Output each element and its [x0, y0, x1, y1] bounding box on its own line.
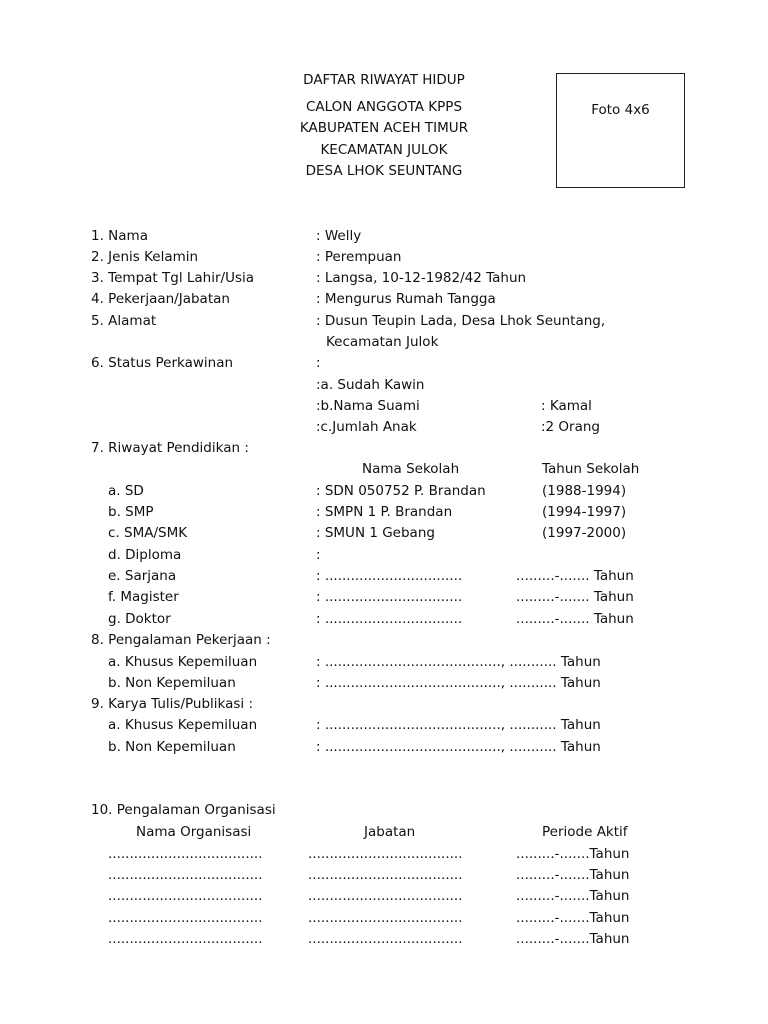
publication-value: : ........................................., ........... Tahun: [316, 717, 601, 733]
organization-col-name: Nama Organisasi: [136, 824, 252, 840]
publication-value: : ........................................., ........... Tahun: [316, 739, 601, 755]
education-year: .........-....... Tahun: [516, 589, 634, 605]
subtitle-village: DESA LHOK SEUNTANG: [305, 163, 463, 179]
subtitle-district: KECAMATAN JULOK: [320, 142, 448, 158]
field-label-occupation: 4. Pekerjaan/Jabatan: [91, 291, 230, 307]
organization-name: ....................................: [108, 931, 263, 947]
education-level: f. Magister: [108, 589, 179, 605]
field-value-occupation: : Mengurus Rumah Tangga: [316, 291, 496, 307]
subtitle-regency: KABUPATEN ACEH TIMUR: [299, 120, 469, 136]
education-school: : SMUN 1 Gebang: [316, 525, 435, 541]
organization-position: ....................................: [308, 867, 463, 883]
publication-label: b. Non Kepemiluan: [108, 739, 236, 755]
education-col-year: Tahun Sekolah: [542, 461, 640, 477]
work-value: : ........................................., ........... Tahun: [316, 654, 601, 670]
organization-col-period: Periode Aktif: [542, 824, 628, 840]
education-school: : SDN 050752 P. Brandan: [316, 483, 486, 499]
photo-box: [556, 73, 685, 188]
field-label-gender: 2. Jenis Kelamin: [91, 249, 199, 265]
publication-label: a. Khusus Kepemiluan: [108, 717, 258, 733]
organization-period: .........-.......Tahun: [516, 910, 630, 926]
education-level: e. Sarjana: [108, 568, 177, 584]
field-value-name: : Welly: [316, 228, 362, 244]
education-level: a. SD: [108, 483, 144, 499]
field-value-marital: :: [316, 355, 321, 371]
organization-name: ....................................: [108, 910, 263, 926]
education-school: :: [316, 547, 321, 563]
work-label: b. Non Kepemiluan: [108, 675, 236, 691]
education-level: d. Diploma: [108, 547, 182, 563]
spouse-label: :b.Nama Suami: [316, 398, 420, 414]
field-label-address: 5. Alamat: [91, 313, 157, 329]
organization-position: ....................................: [308, 931, 463, 947]
photo-label: Foto 4x6: [591, 102, 650, 118]
education-year: (1997-2000): [542, 525, 627, 541]
education-level: g. Doktor: [108, 611, 171, 627]
organization-name: ....................................: [108, 846, 263, 862]
work-value: : ........................................., ........... Tahun: [316, 675, 601, 691]
organization-name: ....................................: [108, 867, 263, 883]
organization-period: .........-.......Tahun: [516, 888, 630, 904]
education-year: (1988-1994): [542, 483, 627, 499]
field-label-birth: 3. Tempat Tgl Lahir/Usia: [91, 270, 255, 286]
spouse-value: : Kamal: [541, 398, 592, 414]
children-label: :c.Jumlah Anak: [316, 419, 417, 435]
field-value-address-line2: Kecamatan Julok: [326, 334, 439, 350]
field-value-gender: : Perempuan: [316, 249, 402, 265]
subtitle-kpps: CALON ANGGOTA KPPS: [305, 99, 463, 115]
organization-position: ....................................: [308, 846, 463, 862]
education-level: b. SMP: [108, 504, 154, 520]
work-label: a. Khusus Kepemiluan: [108, 654, 258, 670]
education-school: : ................................: [316, 589, 463, 605]
organization-position: ....................................: [308, 888, 463, 904]
organization-period: .........-.......Tahun: [516, 867, 630, 883]
marital-status: :a. Sudah Kawin: [316, 377, 425, 393]
education-school: : ................................: [316, 568, 463, 584]
organization-position: ....................................: [308, 910, 463, 926]
organization-name: ....................................: [108, 888, 263, 904]
publications-heading: 9. Karya Tulis/Publikasi :: [91, 696, 254, 712]
education-year: .........-....... Tahun: [516, 611, 634, 627]
children-value: :2 Orang: [541, 419, 601, 435]
organization-period: .........-.......Tahun: [516, 846, 630, 862]
field-label-name: 1. Nama: [91, 228, 148, 244]
education-year: .........-....... Tahun: [516, 568, 634, 584]
education-heading: 7. Riwayat Pendidikan :: [91, 440, 249, 456]
education-level: c. SMA/SMK: [108, 525, 188, 541]
organization-col-position: Jabatan: [364, 824, 416, 840]
education-school: : ................................: [316, 611, 463, 627]
document-title: DAFTAR RIWAYAT HIDUP: [303, 72, 465, 88]
education-col-school: Nama Sekolah: [362, 461, 460, 477]
education-school: : SMPN 1 P. Brandan: [316, 504, 453, 520]
education-year: (1994-1997): [542, 504, 627, 520]
work-heading: 8. Pengalaman Pekerjaan :: [91, 632, 271, 648]
field-value-address: : Dusun Teupin Lada, Desa Lhok Seuntang,: [316, 313, 606, 329]
field-label-marital: 6. Status Perkawinan: [91, 355, 234, 371]
organization-heading: 10. Pengalaman Organisasi: [91, 802, 276, 818]
organization-period: .........-.......Tahun: [516, 931, 630, 947]
field-value-birth: : Langsa, 10-12-1982/42 Tahun: [316, 270, 527, 286]
